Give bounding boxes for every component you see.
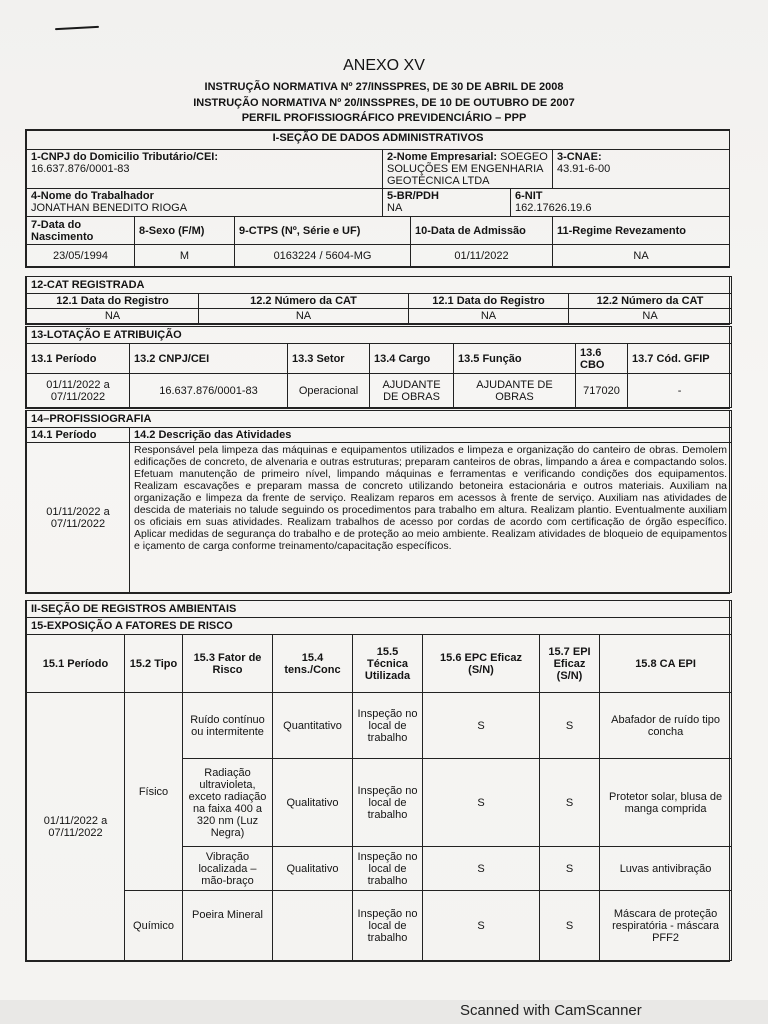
worker-name-cell: [27, 189, 383, 217]
lot-gfip-value: -: [628, 374, 732, 408]
exp-ca-value: Luvas antivibração: [600, 847, 732, 891]
br-pdh-label: 5-BR/PDH: [387, 190, 439, 202]
prof-title: 14–PROFISSIOGRAFIA: [27, 411, 732, 428]
exp-technique-value: Inspeção no local de trabalho: [353, 847, 423, 891]
exp-ca-value: Máscara de proteção respiratória - máscara PFF2: [600, 891, 732, 961]
exp-epi-value: S: [540, 693, 600, 759]
header-line-1: INSTRUÇÃO NORMATIVA Nº 27/INSSPRES, DE 30 DE ABRIL DE 2008: [204, 81, 564, 93]
lot-role-header: 13.4 Cargo: [370, 344, 454, 374]
exp-technique-header: 15.5 Técnica Utilizada: [353, 635, 423, 693]
exp-technique-value: Inspeção no local de trabalho: [353, 891, 423, 961]
admission-date-label: 10-Data de Admissão: [411, 217, 553, 245]
cnpj-value: 16.637.876/0001-83: [31, 163, 130, 175]
nit-label: 6-NIT: [515, 190, 543, 202]
exp-factor-value: Poeira Mineral: [183, 891, 273, 961]
cnpj-label: 1-CNPJ do Domicilio Tributário/CEI:: [31, 151, 219, 163]
lot-period-value: 01/11/2022 a 07/11/2022: [27, 374, 130, 408]
exp-ca-value: Protetor solar, blusa de manga comprida: [600, 759, 732, 847]
regime-label: 11-Regime Revezamento: [553, 217, 730, 245]
birth-date-label: 7-Data do Nascimento: [27, 217, 135, 245]
exp-epi-value: S: [540, 847, 600, 891]
lot-gfip-header: 13.7 Cód. GFIP: [628, 344, 732, 374]
lotacao-section: [25, 326, 730, 409]
exp-tens-header: 15.4 tens./Conc: [273, 635, 353, 693]
exp-factor-value: Ruído contínuo ou intermitente: [183, 693, 273, 759]
cat-number-value-1: NA: [199, 309, 409, 324]
nit-value: 162.17626.19.6: [515, 202, 592, 214]
worker-name-label: 4-Nome do Trabalhador: [31, 190, 154, 202]
worker-name-value: JONATHAN BENEDITO RIOGA: [31, 202, 188, 214]
lot-cbo-header: 13.6 CBO: [576, 344, 628, 374]
scanner-watermark: Scanned with CamScanner: [460, 1002, 642, 1019]
exposure-title: 15-EXPOSIÇÃO A FATORES DE RISCO: [27, 618, 732, 635]
company-name-cell: [383, 150, 553, 189]
exp-factor-header: 15.3 Fator de Risco: [183, 635, 273, 693]
exp-type-chemical: Químico: [125, 891, 183, 961]
exp-type-physical: Físico: [125, 693, 183, 891]
profissiografia-section: [25, 410, 730, 594]
lot-function-header: 13.5 Função: [454, 344, 576, 374]
lot-cbo-value: 717020: [576, 374, 628, 408]
exp-epi-value: S: [540, 891, 600, 961]
exp-epc-value: S: [423, 891, 540, 961]
exp-epc-value: S: [423, 759, 540, 847]
admin-section: [25, 129, 730, 268]
sex-label: 8-Sexo (F/M): [135, 217, 235, 245]
header-line-3: PERFIL PROFISSIOGRÁFICO PREVIDENCIÁRIO – PPP: [241, 112, 527, 124]
header-line-2: INSTRUÇÃO NORMATIVA Nº 20/INSSPRES, DE 10 DE OUTUBRO DE 2007: [193, 97, 575, 109]
exp-period-header: 15.1 Período: [27, 635, 125, 693]
exp-period-value: 01/11/2022 a 07/11/2022: [27, 693, 125, 961]
lot-cnpj-header: 13.2 CNPJ/CEI: [130, 344, 288, 374]
prof-desc-value: Responsável pela limpeza das máquinas e equipamentos utilizados e limpeza e organização do canteiro de obras. Demolem edificações de concreto, de alvenaria e outras estruturas; preparam canteiros de obras, limpando a área e compactando solos. Efetuam manutenção de primeiro nível, limpando máquinas e ferramentas e verificando condições dos equipamentos. Realizam escavações e preparam massa de concreto utilizando betoneira estacionária e outros materiais. Auxiliam na organização e limpeza da frente de serviço. Realizam reparos em acessos à frente de serviço. Auxiliam nas atividades de descida de materiais no talude seguindo os procedimentos para trabalho em altura. Realizam plantio. Eventualmente auxiliam os oficiais em suas atividades. Realizam trabalhos de acesso por cordas de acordo com certificação de órgão específico. Aplicar medidas de segurança do trabalho e de proteção ao meio ambiente. Realizam atividades de bloqueio de equipamentos e içamento de carga conforme treinamento/capacitação específicos.: [130, 443, 732, 593]
table-row: [27, 891, 732, 961]
exp-technique-value: Inspeção no local de trabalho: [353, 759, 423, 847]
lot-function-value: AJUDANTE DE OBRAS: [454, 374, 576, 408]
prof-period-header: 14.1 Período: [27, 428, 130, 443]
exp-tens-value: Quantitativo: [273, 693, 353, 759]
exp-epc-value: S: [423, 847, 540, 891]
prof-desc-header: 14.2 Descrição das Atividades: [130, 428, 732, 443]
exp-epc-value: S: [423, 693, 540, 759]
cnpj-cell: [27, 150, 383, 189]
pen-mark: [55, 26, 99, 30]
cnae-value: 43.91-6-00: [557, 163, 611, 175]
admission-date-value: 01/11/2022: [411, 245, 553, 267]
exp-ca-header: 15.8 CA EPI: [600, 635, 732, 693]
prof-period-value: 01/11/2022 a 07/11/2022: [27, 443, 130, 593]
exp-factor-value: Radiação ultravioleta, exceto radiação na faixa 400 a 320 nm (Luz Negra): [183, 759, 273, 847]
exp-ca-value: Abafador de ruído tipo concha: [600, 693, 732, 759]
exp-epi-header: 15.7 EPI Eficaz (S/N): [540, 635, 600, 693]
annex-title: ANEXO XV: [343, 57, 425, 74]
sex-value: M: [135, 245, 235, 267]
lot-period-header: 13.1 Período: [27, 344, 130, 374]
exp-epi-value: S: [540, 759, 600, 847]
table-row: [27, 693, 732, 759]
cat-reg-date-value-1: NA: [27, 309, 199, 324]
cnae-label: 3-CNAE:: [557, 151, 602, 163]
cat-reg-date-header-1: 12.1 Data do Registro: [27, 294, 199, 309]
cat-reg-date-value-2: NA: [409, 309, 569, 324]
ctps-label: 9-CTPS (Nº, Série e UF): [235, 217, 411, 245]
lotacao-title: 13-LOTAÇÃO E ATRIBUIÇÃO: [27, 327, 732, 344]
exp-technique-value: Inspeção no local de trabalho: [353, 693, 423, 759]
exp-tens-value: [273, 891, 353, 961]
cat-title: 12-CAT REGISTRADA: [27, 277, 732, 294]
birth-date-value: 23/05/1994: [27, 245, 135, 267]
regime-value: NA: [553, 245, 730, 267]
admin-section-title: I-SEÇÃO DE DADOS ADMINISTRATIVOS: [27, 131, 730, 150]
cat-number-header-1: 12.2 Número da CAT: [199, 294, 409, 309]
exp-type-header: 15.2 Tipo: [125, 635, 183, 693]
cat-reg-date-header-2: 12.1 Data do Registro: [409, 294, 569, 309]
lot-cnpj-value: 16.637.876/0001-83: [130, 374, 288, 408]
cat-number-value-2: NA: [569, 309, 732, 324]
company-name-label: 2-Nome Empresarial:: [387, 151, 498, 163]
lot-sector-header: 13.3 Setor: [288, 344, 370, 374]
exp-epc-header: 15.6 EPC Eficaz (S/N): [423, 635, 540, 693]
lot-role-value: AJUDANTE DE OBRAS: [370, 374, 454, 408]
br-pdh-cell: [383, 189, 511, 217]
ctps-value: 0163224 / 5604-MG: [235, 245, 411, 267]
exp-tens-value: Qualitativo: [273, 847, 353, 891]
exp-tens-value: Qualitativo: [273, 759, 353, 847]
nit-cell: [511, 189, 730, 217]
cat-number-header-2: 12.2 Número da CAT: [569, 294, 732, 309]
lot-sector-value: Operacional: [288, 374, 370, 408]
env-section: [25, 600, 730, 962]
cat-section: [25, 276, 730, 325]
exp-factor-value: Vibração localizada – mão-braço: [183, 847, 273, 891]
cnae-cell: [553, 150, 730, 189]
br-pdh-value: NA: [387, 202, 403, 214]
company-name-value: SOEGEO SOLUÇÕES EM ENGENHARIA GEOTÉCNICA LTDA: [387, 151, 548, 187]
env-section-title: II-SEÇÃO DE REGISTROS AMBIENTAIS: [27, 601, 732, 618]
